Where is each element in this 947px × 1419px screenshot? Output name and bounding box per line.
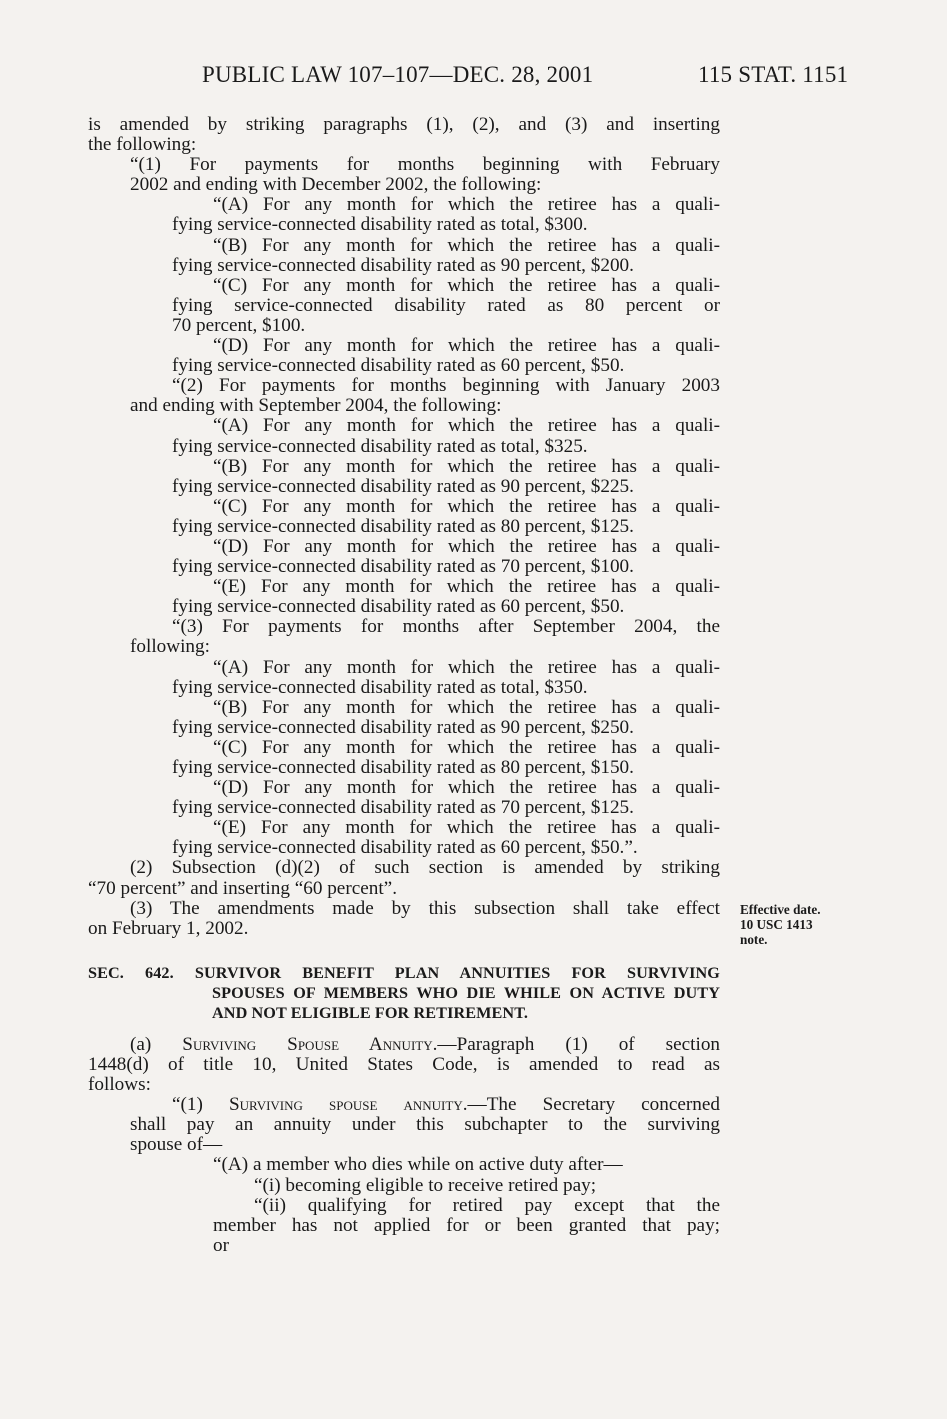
text-line: fying service-connected disability rated as 80 percent or: [172, 294, 720, 316]
text-line: fying service-connected disability rated as 60 percent, $50.: [172, 355, 625, 377]
text-line: member has not applied for or been granted that pay;: [213, 1214, 720, 1236]
text-line: fying service-connected disability rated as total, $300.: [172, 214, 588, 236]
text-line: fying service-connected disability rated as 80 percent, $150.: [172, 757, 634, 778]
text-line: “(C) For any month for which the retiree has a quali-: [213, 736, 720, 758]
text-line: fying service-connected disability rated as 90 percent, $200.: [172, 254, 634, 276]
text-line: “(B) For any month for which the retiree has a quali-: [213, 234, 720, 256]
text-line: “(A) For any month for which the retiree has a quali-: [213, 415, 720, 437]
text-line: “(A) a member who dies while on active duty after—: [213, 1154, 623, 1176]
text-line: fying service-connected disability rated as 90 percent, $250.: [172, 716, 634, 738]
subsection-a-line: (a) Surviving Spouse Annuity.—Paragraph (1) of section: [130, 1033, 721, 1055]
text-line: “(C) For any month for which the retiree has a quali-: [213, 274, 720, 296]
subsection-a-line: follows:: [88, 1074, 151, 1096]
text-line: fying service-connected disability rated as 70 percent, $100.: [172, 556, 634, 578]
text-line: fying service-connected disability rated as 60 percent, $50.”.: [172, 837, 638, 859]
text-line: fying service-connected disability rated as 70 percent, $125.: [172, 797, 634, 819]
page-header: [0, 62, 947, 92]
text-line: (2) Subsection (d)(2) of such section is amended by striking: [130, 857, 720, 879]
text-line: the following:: [88, 134, 197, 156]
margin-note: [740, 902, 821, 947]
paragraph-1-line: “(1) Surviving spouse annuity.—The Secretary concerned: [172, 1094, 720, 1116]
text-line: “70 percent” and inserting “60 percent”.: [88, 877, 397, 899]
text-line: fying service-connected disability rated as 80 percent, $125.: [172, 515, 634, 537]
text-line: “(C) For any month for which the retiree has a quali-: [213, 495, 720, 517]
text-line: “(B) For any month for which the retiree has a quali-: [213, 696, 720, 718]
text-line: fying service-connected disability rated as total, $350.: [172, 676, 588, 698]
margin-note-line: 10 USC 1413: [740, 917, 813, 932]
text-line: or: [213, 1234, 229, 1256]
text-line: fying service-connected disability rated as 90 percent, $225.: [172, 475, 634, 497]
text-line: “(A) For any month for which the retiree has a quali-: [213, 656, 720, 678]
paragraph-1-caption: Surviving spouse annuity: [229, 1094, 463, 1116]
text-line: “(A) For any month for which the retiree has a quali-: [213, 194, 720, 216]
text-line: “(i) becoming eligible to receive retired pay;: [254, 1174, 597, 1196]
section-heading-continued: SPOUSES OF MEMBERS WHO DIE WHILE ON ACTIVE DUTY: [212, 983, 720, 1002]
text-line: 2002 and ending with December 2002, the following:: [130, 174, 542, 196]
text-line: (3) The amendments made by this subsection shall take effect: [130, 897, 720, 919]
text-line: “(2) For payments for months beginning with January 2003: [172, 375, 720, 397]
section-heading: SEC. 642. SURVIVOR BENEFIT PLAN ANNUITIES FOR SURVIVING: [88, 963, 720, 982]
text-line: “(D) For any month for which the retiree has a quali-: [213, 535, 720, 557]
text-line: “(D) For any month for which the retiree has a quali-: [213, 335, 720, 357]
text-line: 70 percent, $100.: [172, 314, 306, 336]
text-line: is amended by striking paragraphs (1), (2), and (3) and inserting: [88, 114, 720, 135]
text-line: “(D) For any month for which the retiree has a quali-: [213, 777, 720, 799]
text-line: fying service-connected disability rated as 60 percent, $50.: [172, 596, 625, 618]
text-line: “(E) For any month for which the retiree has a quali-: [213, 576, 720, 598]
text-line: following:: [130, 636, 210, 658]
amended-text-block: [88, 115, 720, 939]
text-line: “(B) For any month for which the retiree has a quali-: [213, 455, 720, 477]
text-line: fying service-connected disability rated as total, $325.: [172, 435, 588, 457]
text-line: on February 1, 2002.: [88, 917, 249, 939]
public-law-citation: PUBLIC LAW 107–107—DEC. 28, 2001: [202, 62, 594, 87]
margin-note-line: Effective date.: [740, 902, 821, 917]
section-heading-end: AND NOT ELIGIBLE FOR RETIREMENT.: [212, 1003, 529, 1022]
text-line: “(ii) qualifying for retired pay except that the: [254, 1194, 720, 1216]
text-line: and ending with September 2004, the following:: [130, 395, 502, 417]
subsection-a-line: 1448(d) of title 10, United States Code, is amended to read as: [88, 1053, 720, 1075]
document-body: [88, 115, 720, 1256]
margin-note-line: note.: [740, 932, 768, 947]
text-line: “(3) For payments for months after September 2004, the: [172, 616, 720, 638]
annuity-clauses-block: [88, 1155, 720, 1255]
subsection-a-caption: Surviving Spouse Annuity: [182, 1033, 433, 1055]
paragraph-1-line: shall pay an annuity under this subchapter to the surviving: [130, 1114, 720, 1136]
text-line: “(1) For payments for months beginning with February: [130, 154, 720, 176]
text-line: “(E) For any month for which the retiree has a quali-: [213, 817, 720, 839]
paragraph-1-line: spouse of—: [130, 1134, 223, 1156]
stat-page-number: 115 STAT. 1151: [698, 62, 849, 87]
